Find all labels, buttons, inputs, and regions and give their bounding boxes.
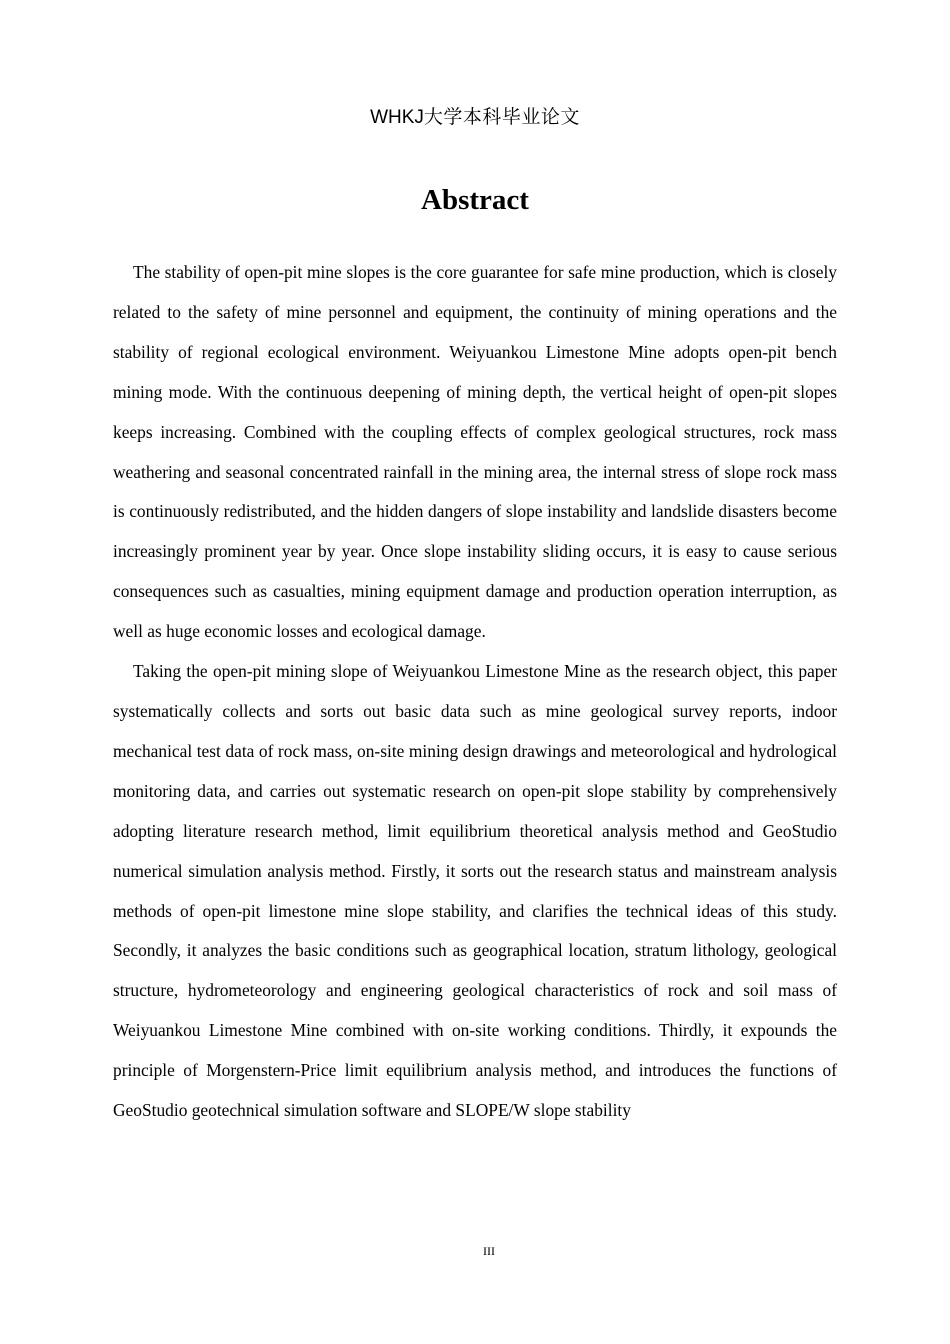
- page-number: III: [483, 1244, 495, 1258]
- header-title: 大学本科毕业论文: [423, 107, 580, 128]
- abstract-paragraph-1: The stability of open-pit mine slopes is the core guarantee for safe mine production, which is closely related to the safety of mine personnel and equipment, the continuity of mining operations and the stability of regional ecological environment. Weiyuankou Limestone Mine adopts open-pit bench mining mode. With the continuous deepening of mining depth, the vertical height of open-pit slopes keeps increasing. Combined with the coupling effects of complex geological structures, rock mass weathering and seasonal concentrated rainfall in the mining area, the internal stress of slope rock mass is continuously redistributed, and the hidden dangers of slope instability and landslide disasters become increasingly prominent year by year. Once slope instability sliding occurs, it is easy to cause serious consequences such as casualties, mining equipment damage and production operation interruption, as well as huge economic losses and ecological damage.: [113, 262, 837, 642]
- abstract-paragraph-2: Taking the open-pit mining slope of Weiyuankou Limestone Mine as the research object, this paper systematically collects and sorts out basic data such as mine geological survey reports, indoor mechanical test data of rock mass, on-site mining design drawings and meteorological and hydrological monitoring data, and carries out systematic research on open-pit slope stability by comprehensively adopting literature research method, limit equilibrium theoretical analysis method and GeoStudio numerical simulation analysis method. Firstly, it sorts out the research status and mainstream analysis methods of open-pit limestone mine slope stability, and clarifies the technical ideas of this study. Secondly, it analyzes the basic conditions such as geographical location, stratum lithology, geological structure, hydrometeorology and engineering geological characteristics of rock and soil mass of Weiyuankou Limestone Mine combined with on-site working conditions. Thirdly, it expounds the principle of Morgenstern-Price limit equilibrium analysis method, and introduces the functions of GeoStudio geotechnical simulation software and SLOPE/W slope stability: [113, 661, 837, 1121]
- abstract-title: Abstract: [421, 184, 529, 216]
- abstract-body: [113, 253, 837, 1131]
- page-footer: [0, 1243, 950, 1259]
- header-prefix: WHKJ: [370, 107, 424, 128]
- running-header: [0, 106, 950, 130]
